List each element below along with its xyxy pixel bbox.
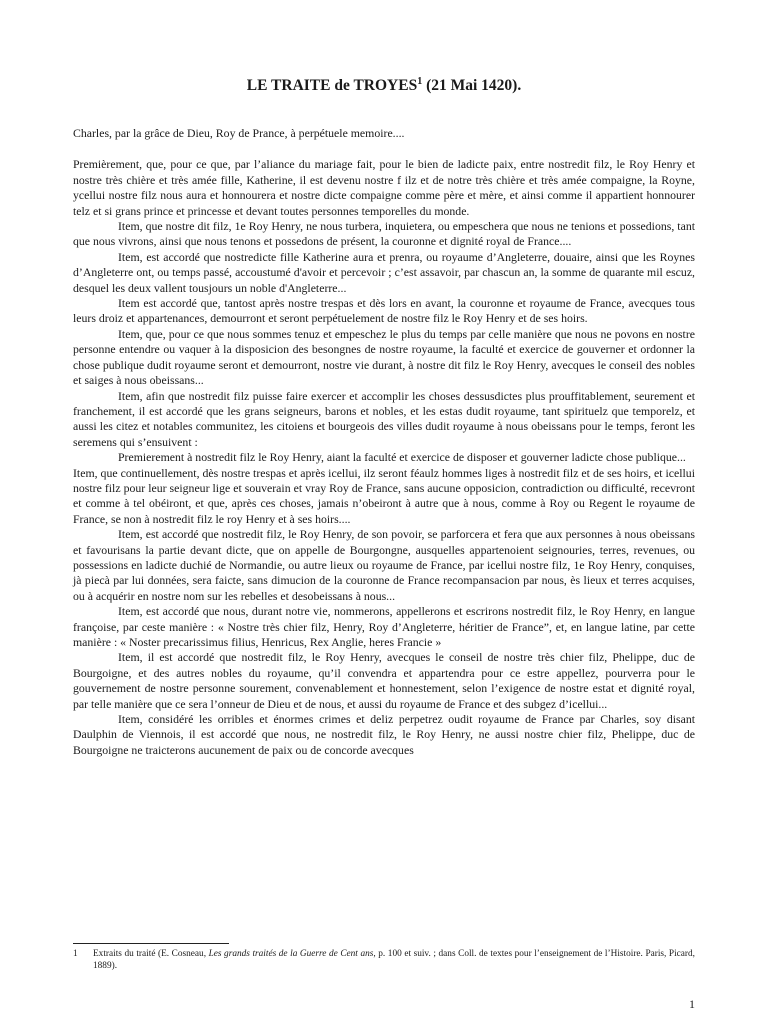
paragraph: Item, que, pour ce que nous sommes tenuz et empeschez le plus du temps par celle manière que nous ne povons en nostre personne entendre ou vaquer à la disposicion des besongnes de nostre royaume, la faculté et exercice de gouverner et ordonner la chose publique dudit royaume seront et demourront, nostre vie durant, à nostre dit filz le Roy Henry, avecques le conseil des nobles et saiges à nous obeissans... — [73, 326, 695, 388]
footnote-number: 1 — [73, 949, 78, 959]
footnote-text-end: , p. 100 et suiv. ; dans Coll. de textes pour l’enseignement de l’Histoire. Paris, Picard, 1889). — [93, 949, 696, 971]
footnote-reference: 1 — [417, 76, 423, 87]
opening-paragraph: Charles, par la grâce de Dieu, Roy de Prance, à perpétuele memoire.... — [73, 126, 405, 140]
paragraph: Item, considéré les orribles et énormes crimes et deliz perpetrez oudit royaume de France par Charles, soy disant Daulphin de Viennois, il est accordé que nous, ne nostredit filz, le Roy Henry, ne aussi nostre chier filz, Phelippe, duc de Bourgoigne ne traicterons aucunement de paix ou de concorde avecques — [73, 712, 695, 757]
paragraph: Premierement à nostredit filz le Roy Henry, aiant la faculté et exercice de disposer et gouverner ladicte chose publique... — [118, 450, 686, 465]
paragraph: Item, que nostre dit filz, 1e Roy Henry, ne nous turbera, inquietera, ou empeschera que nous ne tenions et possedions, tant que nous vivrons, ainsi que nous tenons et possedons de présent, la couronne et dignité royal de France.... — [73, 219, 695, 249]
title-date: (21 Mai 1420). — [426, 77, 522, 95]
paragraph: Item est accordé que, tantost après nostre trespas et dès lors en avant, la couronne et royaume de France, avecques tous leurs droiz et appartenances, demourront et seront perpétuelement de nostre filz le Roy Henry et de ses hoirs. — [73, 296, 695, 326]
footnote-text-start: Extraits du traité (E. Cosneau, — [93, 949, 209, 959]
paragraph: Item, est accordé que nostredicte fille Katherine aura et prenra, ou royaume d’Angleterre, douaire, ainsi que les Roynes d’Angleterre ont, ou temps passé, accoustumé d'avoir et percevoir ; c’est assavoir, par chascun an, la somme de quarante mil escuz, desquel les deux vallent tousjours un noble d'Angleterre... — [73, 249, 695, 295]
paragraph: Item, il est accordé que nostredit filz, le Roy Henry, avecques le conseil de nostre très chier filz, Phelippe, duc de Bourgoigne, et des autres nobles du royaume, qu’il convendra et appartendra pour ce estre appellez, pourverra pour le gouvernement de nostre personne sourement, convenablement et honnestement, selon l’exigence de nostre estat et dignité royal, par telle manière que ce sera l’onneur de Dieu et de nous, et aussi du royaume de France et des subgez d’icellui... — [73, 650, 695, 711]
paragraph: Item, est accordé que nous, durant notre vie, nommerons, appellerons et escrirons nostredit filz, le Roy Henry, en langue françoise, par ceste manière : « Nostre très chier filz, Henry, Roy d’Angleterre, héritier de France”, et, en langue latine, par cette manière : « Noster precarissimus filius, Henricus, Rex Anglie, heres Francie » — [73, 604, 695, 649]
page-number: 1 — [689, 997, 695, 1011]
footnote-text — [93, 948, 695, 972]
paragraph: Item, est accordé que nostredit filz, le Roy Henry, de son povoir, se parforcera et fera que aux personnes à nous obeissans et favourisans la partie devant dicte, que on appelle de Bourgongne, ausquelles appartenoient seignouries, terres, revenues, ou possessions en ladicte duchié de Normandie, ou autre lieux ou royaume de France, par icellui nostre filz, 1e Roy Henry, conquises, jà piecà par lui données, sera faicte, sans dimucion de la couronne de France recompansacion par nous, ès lieux et terres acquises, ou à acquérir en nostre nom sur les rebelles et desobeissans à nous... — [73, 527, 695, 603]
paragraph: Premièrement, que, pour ce que, par l’aliance du mariage fait, pour le bien de ladicte paix, entre nostredit filz, le Roy Henry et nostre très chière et très amée fille, Katherine, il est devenu nostre f ilz et de notre très chière et très amée compaigne, la Royne, ycellui nostre filz nous aura et honnourera et nostre dicte compaigne comme père et mère, et ainsi comme il appartient honnourer telz et si grans prince et princesse et devant toutes personnes temporelles du monde. — [73, 157, 695, 218]
paragraph: Item, que continuellement, dès nostre trespas et après icellui, ilz seront féaulz hommes liges à nostredit filz et de ses hoirs, et icellui nostre filz pour leur seigneur lige et souverain et vray Roy de France, sans aucune opposicion, contradiction ou difficulté, recevront et comme à tel obéiront, et que, après ces choses, jamais n’obeiront à autre que à nous, comme à Roy ou Regent le royaume de France, se non à nostredit filz le roy Henry et à ses hoirs.... — [73, 465, 695, 526]
title-text: LE TRAITE de TROYES — [246, 77, 418, 95]
paragraph: Item, afin que nostredit filz puisse faire exercer et accomplir les choses dessusdictes plus prouffitablement, seurement et franchement, il est accordé que les grans seigneurs, barons et nobles, et les estas dudit royaume, tant spirituelz que temporelz, et aussi les citez et notables communitez, les citoiens et bourgeois des villes dudit royaume à nous obeissans pour le temps, feront les seremens qui s’ensuivent : — [73, 388, 695, 449]
treaty-text — [73, 126, 695, 758]
footnote-divider — [73, 943, 229, 944]
page-title — [73, 76, 695, 95]
footnote-book-title: Les grands traités de la Guerre de Cent ans — [208, 949, 374, 959]
document-page — [73, 0, 695, 1024]
footnote — [73, 948, 695, 972]
